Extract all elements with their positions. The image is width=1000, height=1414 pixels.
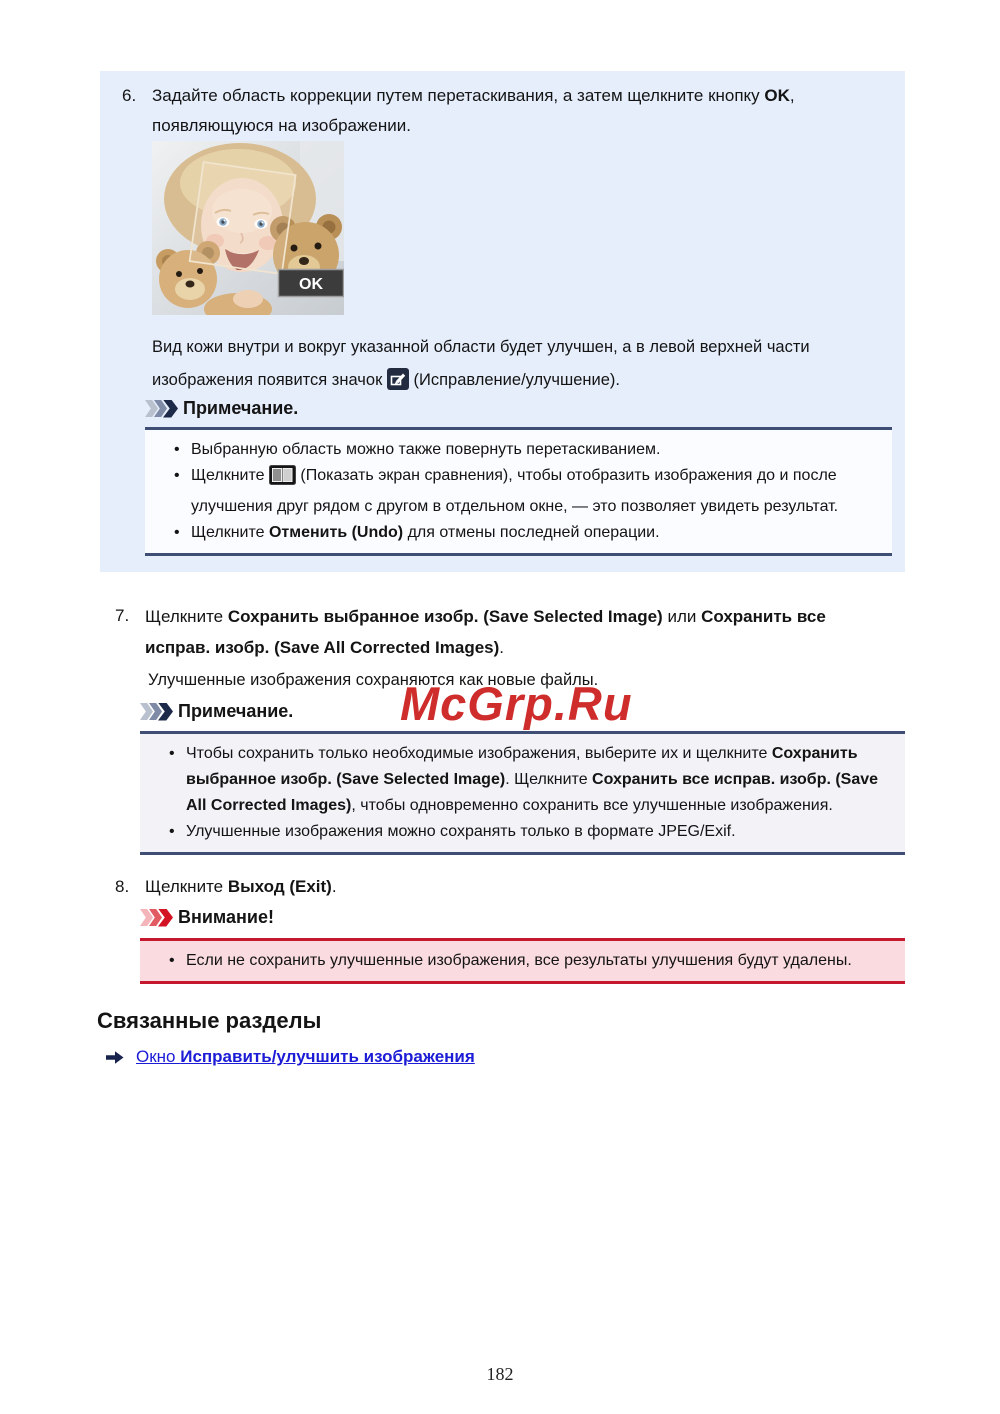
note-title: Примечание. — [178, 701, 294, 721]
note-header — [140, 701, 293, 722]
note-bullet — [191, 520, 866, 546]
note-box — [145, 427, 892, 556]
step6-text-part: , появляющуюся на изображении. — [152, 86, 795, 135]
save-all-keyword: Сохранить все исправ. изобр. (Save All Corrected Images) — [186, 771, 879, 814]
related-topics-title: Связанные разделы — [97, 1008, 322, 1033]
step7-text — [145, 601, 845, 663]
bullet-text-part: для отмены последней операции. — [403, 524, 660, 541]
step6-caption — [152, 331, 847, 402]
exit-keyword: Выход (Exit) — [227, 877, 332, 896]
warning-box — [140, 938, 905, 984]
save-all-keyword: Сохранить все исправ. изобр. (Save All Corrected Images) — [145, 607, 826, 657]
step8 — [115, 872, 337, 902]
step7-text-part: . — [499, 638, 505, 657]
step6-text-part: Задайте область коррекции путем перетаскивания, а затем щелкните кнопку — [152, 86, 765, 105]
ok-button — [279, 270, 344, 297]
step6 — [122, 81, 852, 141]
note-bullet — [186, 741, 879, 819]
step7-number: 7. — [115, 606, 130, 625]
page-number: 182 — [486, 1364, 514, 1384]
ok-button-label: OK — [299, 276, 323, 293]
step7-text-part: Щелкните — [145, 607, 228, 626]
caption-text-part: (Исправление/улучшение). — [408, 371, 621, 389]
right-arrow-icon — [106, 1050, 124, 1065]
warning-title: Внимание! — [178, 907, 274, 927]
bullet-text-part: . Щелкните — [505, 771, 593, 788]
photo-canvas — [152, 141, 344, 315]
step7-description: Улучшенные изображения сохраняются как новые файлы. — [148, 671, 599, 689]
warning-bullet — [186, 948, 879, 974]
related-link-row — [106, 1047, 475, 1067]
step8-text-part: Щелкните — [145, 877, 228, 896]
note-title: Примечание. — [183, 398, 299, 418]
warning-header — [140, 907, 274, 928]
undo-keyword: Отменить (Undo) — [268, 524, 404, 541]
step8-text-part: . — [331, 877, 337, 896]
caption-text-part: Вид кожи внутри и вокруг указанной области будет улучшен, а в левой верхней части изображения появится значок — [152, 338, 810, 389]
bullet-text: Улучшенные изображения можно сохранять только в формате JPEG/Exif. — [186, 823, 736, 840]
warning-bullet-list — [140, 941, 905, 981]
correction-area-selection — [190, 162, 296, 274]
note-box — [140, 731, 905, 855]
watermark: McGrp.Ru — [400, 677, 633, 730]
compare-screen-icon — [269, 465, 296, 494]
step6-number: 6. — [122, 86, 137, 105]
link-text-bold: Исправить/улучшить изображения — [180, 1047, 475, 1066]
related-topic-link[interactable] — [136, 1047, 475, 1067]
step8-number: 8. — [115, 877, 130, 896]
bullet-text-part: Щелкните — [191, 467, 269, 484]
step6-text — [152, 81, 852, 141]
bullet-text-part: Щелкните — [191, 524, 269, 541]
bullet-text-part: (Показать экран сравнения), чтобы отобразить изображения до и после улучшения друг рядом с другом в отдельном окне, — это позволяет увидеть результат. — [191, 467, 839, 515]
bullet-text-part: , чтобы одновременно сохранить все улучшенные изображения. — [351, 797, 833, 814]
correction-enhance-icon — [387, 368, 409, 402]
step7 — [115, 601, 845, 663]
link-text-part: Окно — [136, 1047, 181, 1066]
save-selected-keyword: Сохранить выбранное изобр. (Save Selected Image) — [227, 607, 663, 626]
note-bullet — [186, 819, 879, 845]
triple-chevron-icon — [145, 400, 174, 418]
note-bullet-list — [145, 430, 892, 553]
step8-text — [145, 872, 337, 902]
note-bullet — [191, 463, 866, 520]
note-header — [145, 398, 298, 419]
bullet-text: Если не сохранить улучшенные изображения, все результаты улучшения будут удалены. — [186, 952, 852, 969]
triple-chevron-icon — [140, 909, 169, 927]
sample-photo-illustration — [152, 141, 344, 315]
bullet-text-part: Чтобы сохранить только необходимые изображения, выберите их и щелкните — [186, 745, 772, 762]
bullet-text: Выбранную область можно также повернуть перетаскиванием. — [191, 441, 661, 458]
note-bullet-list — [140, 734, 905, 852]
ok-keyword: OK — [764, 86, 790, 105]
triple-chevron-icon — [140, 703, 169, 721]
step7-text-part: или — [662, 607, 702, 626]
note-bullet — [191, 437, 866, 463]
save-selected-keyword: Сохранить выбранное изобр. (Save Selected Image) — [186, 745, 858, 788]
step6-section — [100, 71, 905, 572]
